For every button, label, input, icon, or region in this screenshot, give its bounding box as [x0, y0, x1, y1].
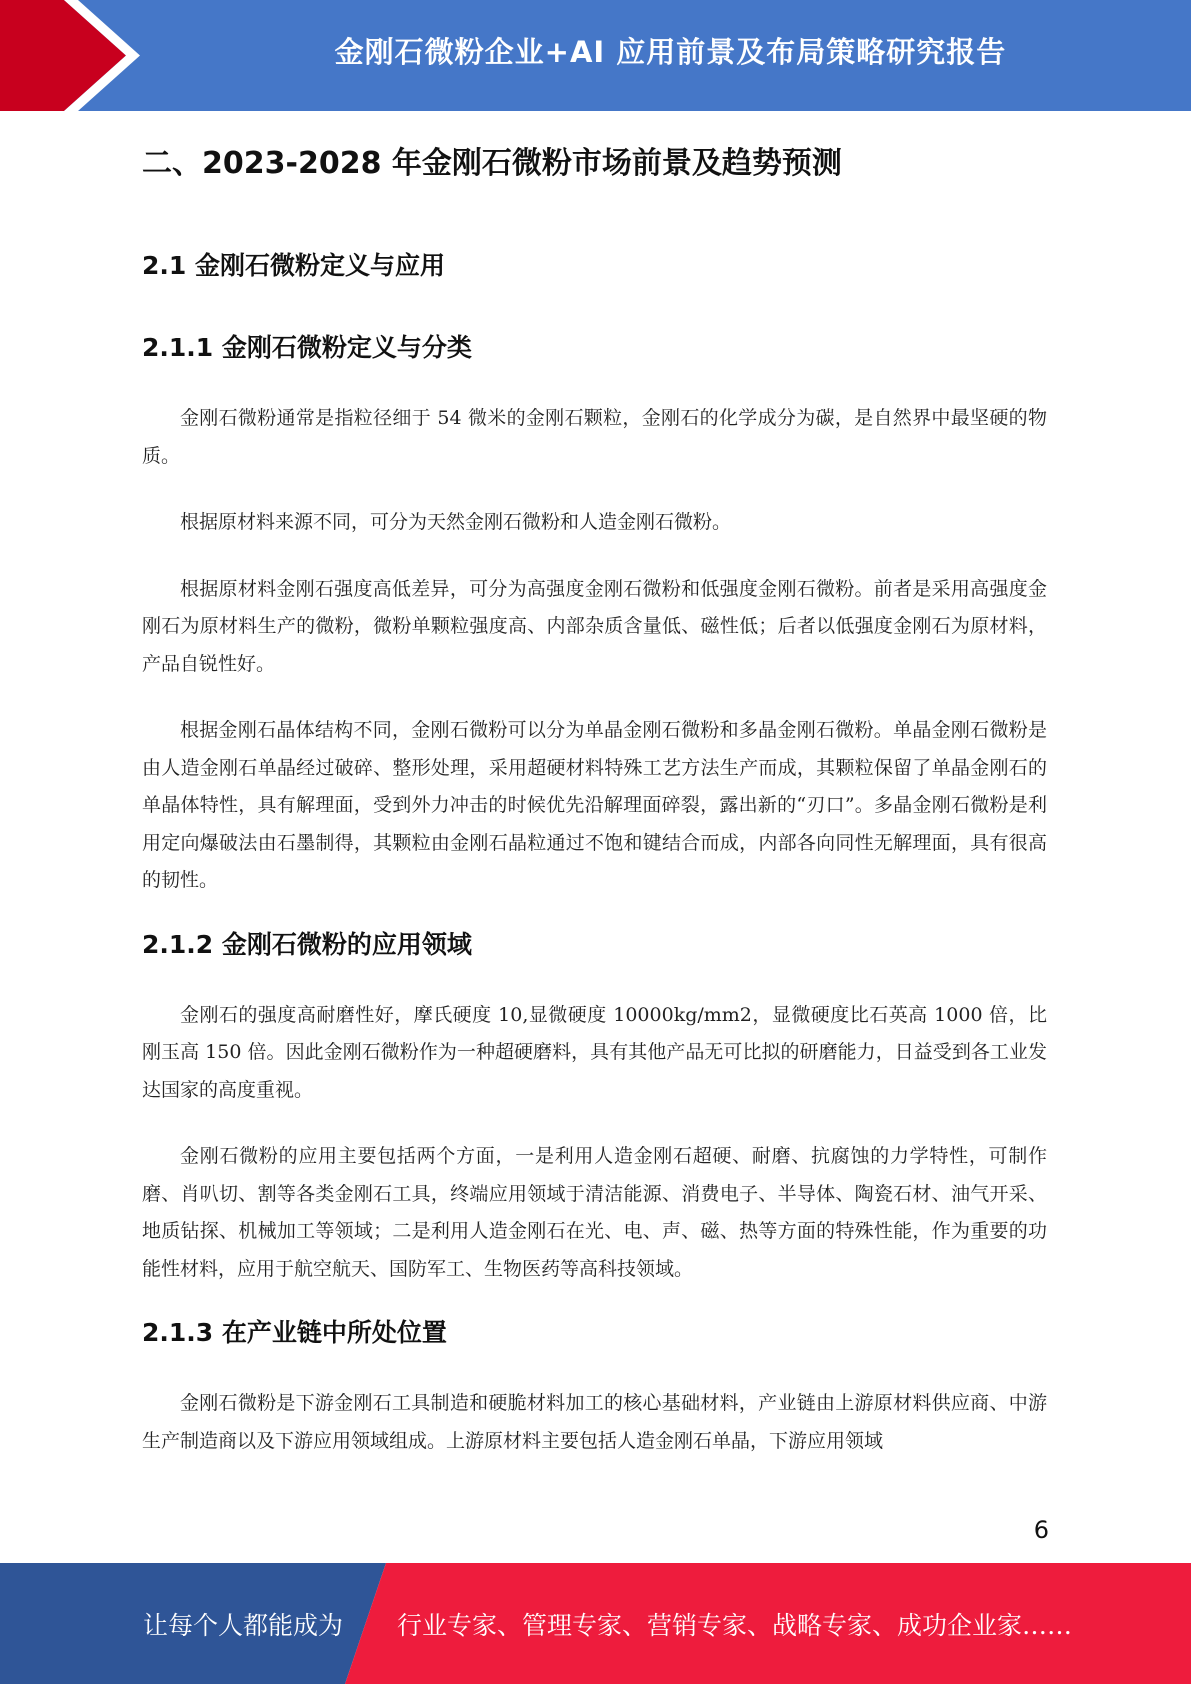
- subsection-heading-2-1-1: 2.1.1 金刚石微粉定义与分类: [142, 333, 472, 362]
- report-header-band: [0, 0, 1191, 111]
- subsection-heading-2-1-2: 2.1.2 金刚石微粉的应用领域: [142, 929, 472, 959]
- paragraph: 根据原材料来源不同，可分为天然金刚石微粉和人造金刚石微粉。: [180, 511, 732, 533]
- footer-slogan-left: 让每个人都能成为: [143, 1610, 344, 1640]
- header-arrow-icon: [0, 0, 160, 111]
- paragraph: 金刚石微粉是下游金刚石工具制造和硬脆材料加工的核心基础材料，产业链由上游原材料供应商、中游生产制造商以及下游应用领域组成。上游原材料主要包括人造金刚石单晶，下游应用领域: [142, 1392, 1047, 1452]
- paragraph: 根据原材料金刚石强度高低差异，可分为高强度金刚石微粉和低强度金刚石微粉。前者是采用高强度金刚石为原材料生产的微粉，微粉单颗粒强度高、内部杂质含量低、磁性低；后者以低强度金刚石为原材料，产品自锐性好。: [142, 577, 1047, 675]
- paragraph: 金刚石的强度高耐磨性好，摩氏硬度 10,显微硬度 10000kg/mm2，显微硬度比石英高 1000 倍，比刚玉高 150 倍。因此金刚石微粉作为一种超硬磨料，具有其他产品无可比拟的研磨能力，日益受到各工业发达国家的高度重视。: [142, 1003, 1047, 1101]
- page-content: [142, 130, 1047, 1460]
- report-footer-band: [0, 1563, 1191, 1684]
- subsection-heading-2-1-3: 2.1.3 在产业链中所处位置: [142, 1318, 447, 1347]
- footer-slogan-right: 行业专家、管理专家、营销专家、战略专家、成功企业家……: [397, 1610, 1073, 1640]
- paragraph: 金刚石微粉通常是指粒径细于 54 微米的金刚石颗粒，金刚石的化学成分为碳，是自然界中最坚硬的物质。: [142, 407, 1047, 467]
- chapter-heading: 二、2023-2028 年金刚石微粉市场前景及趋势预测: [142, 146, 842, 181]
- page-number: 6: [1033, 1516, 1049, 1544]
- paragraph: 根据金刚石晶体结构不同，金刚石微粉可以分为单晶金刚石微粉和多晶金刚石微粉。单晶金刚石微粉是由人造金刚石单晶经过破碎、整形处理，采用超硬材料特殊工艺方法生产而成，其颗粒保留了单晶金刚石的单晶体特性，具有解理面，受到外力冲击的时候优先沿解理面碎裂，露出新的“刃口”。多晶金刚石微粉是利用定向爆破法由石墨制得，其颗粒由金刚石晶粒通过不饱和键结合而成，内部各向同性无解理面，具有很高的韧性。: [142, 719, 1047, 891]
- report-title: 金刚石微粉企业+AI 应用前景及布局策略研究报告: [334, 34, 1007, 69]
- paragraph: 金刚石微粉的应用主要包括两个方面，一是利用人造金刚石超硬、耐磨、抗腐蚀的力学特性，可制作磨、肖叭切、割等各类金刚石工具，终端应用领域于清洁能源、消费电子、半导体、陶瓷石材、油气开采、地质钻探、机械加工等领域；二是利用人造金刚石在光、电、声、磁、热等方面的特殊性能，作为重要的功能性材料，应用于航空航天、国防军工、生物医药等高科技领域。: [142, 1145, 1047, 1280]
- section-heading: 2.1 金刚石微粉定义与应用: [142, 251, 445, 280]
